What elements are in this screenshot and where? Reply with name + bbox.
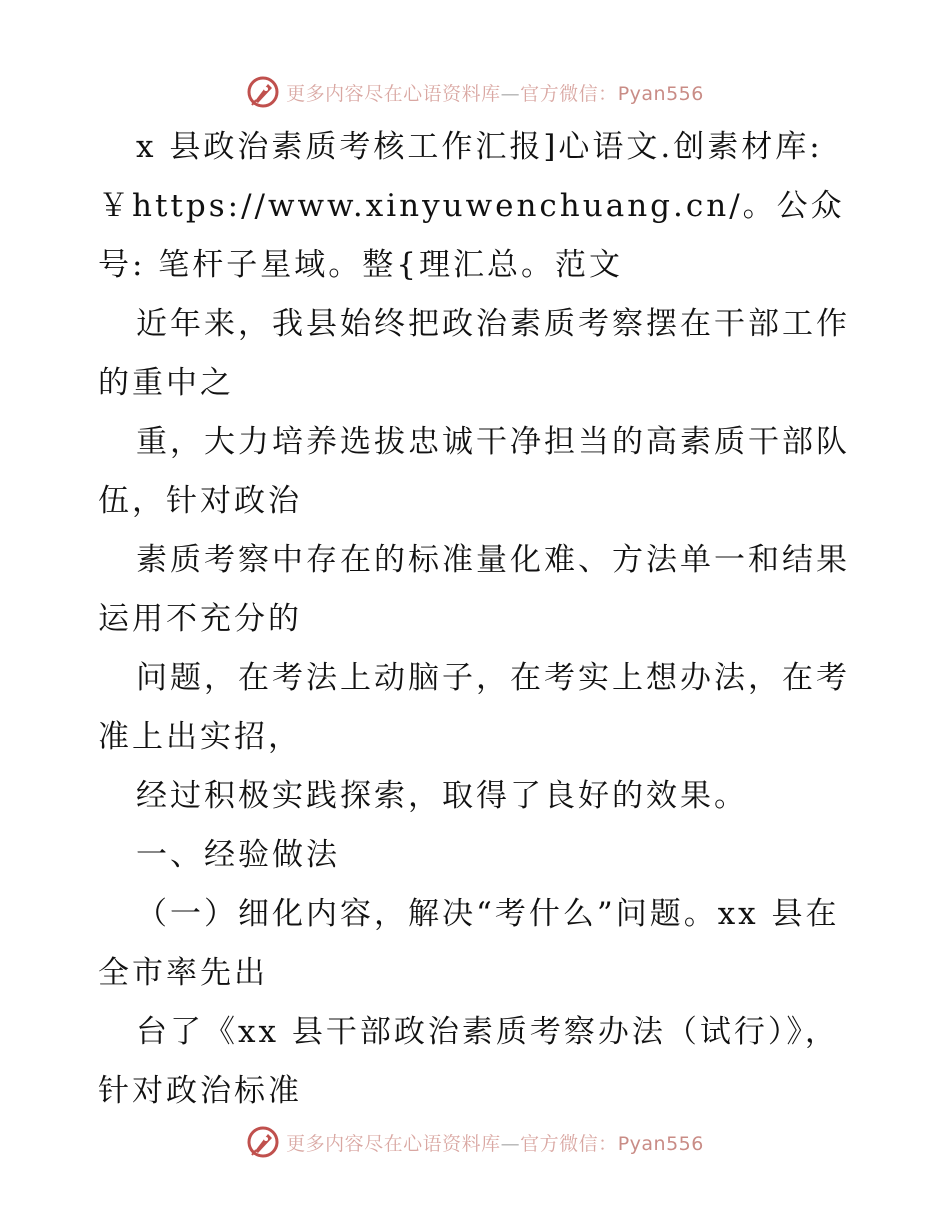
watermark-main: 更多内容尽在心语资料库	[286, 82, 501, 105]
watermark-handle: Pyan556	[617, 82, 704, 105]
paragraph: 经过积极实践探索，取得了良好的效果。	[136, 778, 748, 814]
watermark-handle: Pyan556	[617, 1132, 704, 1155]
watermark-official: 官方微信：	[520, 82, 618, 105]
watermark-separator: —	[500, 1132, 521, 1155]
paragraph: 近年来，我县始终把政治素质考察摆在干部工作的重中之	[98, 306, 850, 401]
watermark-separator: —	[500, 82, 521, 105]
document-body	[98, 118, 858, 1121]
paragraph: 素质考察中存在的标准量化难、方法单一和结果运用不充分的	[98, 542, 850, 637]
pen-nib-logo-icon	[246, 75, 280, 109]
watermark-text	[286, 1129, 704, 1156]
watermark-text	[286, 79, 704, 106]
watermark-main: 更多内容尽在心语资料库	[286, 1132, 501, 1155]
header-watermark	[0, 72, 950, 112]
paragraph: 问题，在考法上动脑子，在考实上想办法，在考准上出实招，	[98, 660, 850, 755]
pen-nib-logo-icon	[246, 1125, 280, 1159]
footer-watermark	[0, 1122, 950, 1162]
paragraph: 台了《xx 县干部政治素质考察办法（试行）》，针对政治标准	[98, 1014, 839, 1109]
paragraph: 重，大力培养选拔忠诚干净担当的高素质干部队伍，针对政治	[98, 424, 850, 519]
section-heading: 一、经验做法	[136, 837, 340, 873]
paragraph-title: x 县政治素质考核工作汇报]心语文.创素材库:￥https://www.xinyuwenchuang.cn/。公众号: 笔杆子星域。整{理汇总。范文	[98, 129, 845, 283]
paragraph: （一）细化内容，解决“考什么”问题。xx 县在全市率先出	[98, 896, 840, 991]
watermark-official: 官方微信：	[520, 1132, 618, 1155]
